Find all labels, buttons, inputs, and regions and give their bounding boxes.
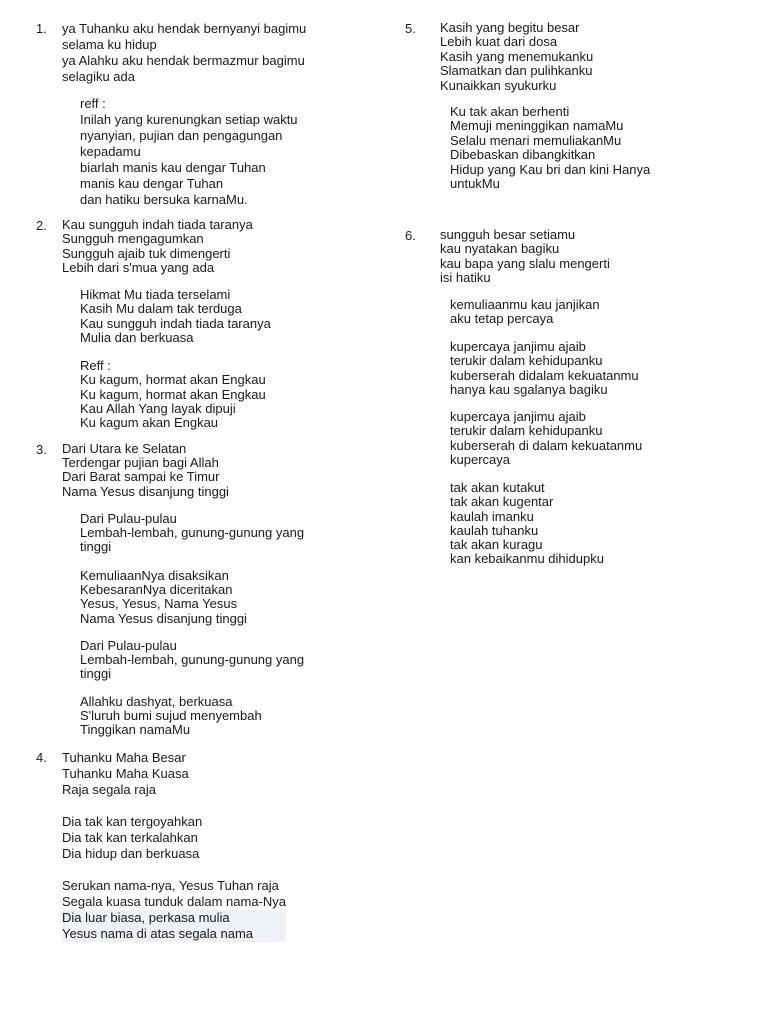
lyric-line: Ku kagum akan Engkau [80, 415, 219, 431]
lyric-line: kepadamu [80, 144, 141, 159]
lyric-line: Hidup yang Kau bri dan kini Hanya [450, 161, 651, 177]
lyric-line: Dibebaskan dibangkitkan [450, 147, 596, 163]
lyric-line: hanya kau sgalanya bagiku [450, 381, 608, 397]
verse-block [440, 21, 593, 93]
song-number: 2. [36, 218, 47, 233]
verse-block [62, 21, 306, 85]
lyric-line: kaulah tuhanku [450, 522, 539, 538]
lyric-line: Lebih kuat dari dosa [440, 34, 558, 50]
lyric-line: Dia hidup dan berkuasa [62, 846, 200, 861]
lyric-line: aku tetap percaya [450, 311, 554, 327]
lyric-line: dan hatiku bersuka karnaMu. [80, 192, 248, 207]
lyric-line: tinggi [80, 539, 112, 555]
lyric-line: Hikmat Mu tiada terselami [80, 287, 231, 302]
verse-block [80, 695, 262, 738]
lyric-line: Memuji meninggikan namaMu [450, 118, 624, 134]
lyric-line: sungguh besar setiamu [440, 227, 576, 242]
lyric-line: Dari Pulau-pulau [80, 638, 177, 653]
chorus-block [80, 359, 266, 430]
lyric-line: Dia tak kan terkalahkan [62, 830, 198, 845]
verse-block [62, 218, 253, 275]
verse-block [80, 569, 247, 626]
verse-block [80, 288, 271, 345]
bridge-block [450, 481, 604, 567]
lyric-line: Raja segala raja [62, 782, 156, 797]
lyric-line: kupercaya janjimu ajaib [450, 339, 586, 354]
lyric-line: Lembah-lembah, gunung-gunung yang [80, 525, 305, 541]
lyric-line: kupercaya janjimu ajaib [450, 409, 586, 424]
lyric-line: selama ku hidup [62, 37, 157, 52]
lyric-line: Inilah yang kurenungkan setiap waktu [80, 112, 298, 127]
lyric-line: Reff : [80, 358, 111, 373]
lyric-line: Segala kuasa tunduk dalam nama-Nya [62, 894, 287, 909]
lyric-line-highlighted: Yesus nama di atas segala nama [62, 926, 286, 942]
song-number: 4. [36, 750, 47, 765]
song-number: 1. [36, 21, 47, 36]
lyric-line: Yesus, Yesus, Nama Yesus [80, 596, 238, 612]
lyric-line: reff : [80, 96, 106, 111]
lyric-line: Tuhanku Maha Kuasa [62, 766, 189, 781]
lyric-line: kan kebaikanmu dihidupku [450, 551, 604, 567]
song-number: 5. [405, 21, 416, 36]
lyric-line: nyanyian, pujian dan pengagungan [80, 128, 283, 143]
chorus-block [450, 340, 639, 397]
lyric-line: kemuliaanmu kau janjikan [450, 297, 600, 312]
verse-block [450, 298, 600, 327]
lyric-line: Lebih dari s'mua yang ada [62, 259, 215, 275]
lyric-line: Lembah-lembah, gunung-gunung yang [80, 652, 305, 668]
verse-block [62, 814, 202, 862]
lyric-line: Dari Pulau-pulau [80, 511, 177, 526]
lyric-line: Kau sungguh indah tiada taranya [80, 315, 271, 331]
lyric-line: Ku kagum, hormat akan Engkau [80, 372, 266, 388]
lyric-line: kuberserah didalam kekuatanmu [450, 367, 639, 383]
lyric-line: tinggi [80, 666, 112, 682]
chorus-block [62, 878, 286, 942]
lyric-line: tak akan kugentar [450, 494, 554, 510]
song-number: 6. [405, 228, 416, 243]
lyric-line: tak akan kutakut [450, 480, 545, 495]
chorus-block [450, 410, 642, 467]
verse-block [62, 750, 189, 798]
lyric-line: KemuliaanNya disaksikan [80, 568, 229, 583]
lyric-line: Kasih Mu dalam tak terduga [80, 301, 242, 317]
lyric-line: kau nyatakan bagiku [440, 241, 560, 257]
lyric-line: Dari Utara ke Selatan [62, 441, 187, 456]
lyric-line: Dari Barat sampai ke Timur [62, 469, 220, 485]
chorus-block [80, 96, 298, 208]
lyric-line: Kasih yang menemukanku [440, 48, 594, 64]
lyric-line: Terdengar pujian bagi Allah [62, 455, 219, 471]
lyric-line: kuberserah di dalam kekuatanmu [450, 437, 643, 453]
lyric-line: selagiku ada [62, 69, 135, 84]
lyric-line: Sungguh mengagumkan [62, 231, 204, 247]
lyric-line: Mulia dan berkuasa [80, 329, 194, 345]
lyric-line: tak akan kuragu [450, 537, 543, 553]
lyric-line: Slamatkan dan pulihkanku [440, 63, 593, 79]
lyric-line: manis kau dengar Tuhan [80, 176, 224, 191]
lyric-line: Serukan nama-nya, Yesus Tuhan raja [62, 878, 279, 893]
lyric-line: kau bapa yang slalu mengerti [440, 255, 610, 271]
lyric-line: S'luruh bumi sujud menyembah [80, 708, 262, 724]
lyric-line: terukir dalam kehidupanku [450, 423, 603, 439]
lyric-line: ya Alahku aku hendak bermazmur bagimu [62, 53, 305, 68]
lyric-line: ya Tuhanku aku hendak bernyanyi bagimu [62, 21, 307, 36]
lyric-line: Tinggikan namaMu [80, 722, 191, 738]
lyric-line: kaulah imanku [450, 508, 534, 524]
lyric-line: Kau Allah Yang layak dipuji [80, 400, 236, 416]
lyric-line: Ku kagum, hormat akan Engkau [80, 386, 266, 402]
lyric-line: Tuhanku Maha Besar [62, 750, 186, 765]
lyric-line: Selalu menari memuliakanMu [450, 132, 622, 148]
verse-block [440, 228, 610, 285]
lyric-line: kupercaya [450, 451, 510, 467]
lyric-line: Dia tak kan tergoyahkan [62, 814, 203, 829]
lyric-line: untukMu [450, 176, 500, 192]
lyric-line: Sungguh ajaib tuk dimengerti [62, 245, 231, 261]
lyric-line: Kau sungguh indah tiada taranya [62, 217, 253, 232]
lyric-line-highlighted: Dia luar biasa, perkasa mulia [62, 910, 286, 926]
lyric-line: Kasih yang begitu besar [440, 20, 580, 35]
lyric-line: Allahku dashyat, berkuasa [80, 694, 233, 709]
verse-block [80, 639, 304, 682]
verse-block [62, 442, 229, 499]
lyric-line: isi hatiku [440, 269, 491, 285]
verse-block [80, 512, 304, 555]
lyric-line: Ku tak akan berhenti [450, 104, 570, 119]
lyric-line: biarlah manis kau dengar Tuhan [80, 160, 266, 175]
lyric-line: Nama Yesus disanjung tinggi [80, 610, 247, 626]
chorus-block [450, 105, 650, 191]
lyric-line: terukir dalam kehidupanku [450, 353, 603, 369]
lyric-line: Kunaikkan syukurku [440, 77, 557, 93]
lyric-line: KebesaranNya diceritakan [80, 582, 233, 598]
song-number: 3. [36, 442, 47, 457]
lyric-line: Nama Yesus disanjung tinggi [62, 483, 229, 499]
